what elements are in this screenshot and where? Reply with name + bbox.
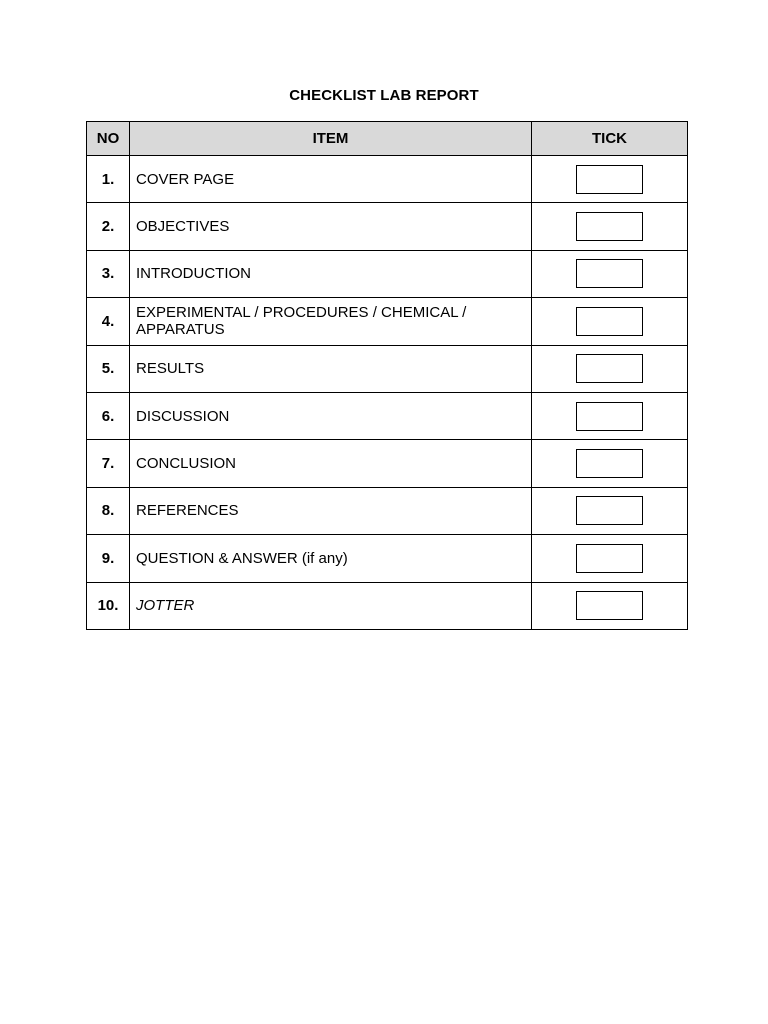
tick-checkbox[interactable]	[576, 307, 643, 336]
row-item-label: CONCLUSION	[136, 455, 237, 473]
header-row	[87, 122, 688, 156]
tick-cell	[532, 298, 688, 345]
table-row	[87, 392, 688, 439]
row-item	[130, 487, 532, 534]
row-item	[130, 250, 532, 297]
row-item	[130, 345, 532, 392]
row-item-label: DISCUSSION	[136, 407, 230, 425]
table-row	[87, 250, 688, 297]
tick-checkbox[interactable]	[576, 259, 643, 288]
row-number: 2.	[87, 203, 130, 250]
header-no: NO	[87, 122, 130, 156]
header-item: ITEM	[130, 122, 532, 156]
tick-cell	[532, 203, 688, 250]
row-number: 7.	[87, 440, 130, 487]
row-item	[130, 298, 532, 345]
row-item-label: RESULTS	[136, 360, 205, 378]
table-row	[87, 203, 688, 250]
tick-checkbox[interactable]	[576, 402, 643, 431]
tick-checkbox[interactable]	[576, 212, 643, 241]
page-title: CHECKLIST LAB REPORT	[289, 87, 479, 104]
row-item	[130, 440, 532, 487]
tick-checkbox[interactable]	[576, 165, 643, 194]
table-row	[87, 487, 688, 534]
row-number: 1.	[87, 156, 130, 203]
row-item	[130, 392, 532, 439]
row-item-label: COVER PAGE	[136, 170, 235, 188]
row-item-label: JOTTER	[136, 597, 195, 615]
row-number: 4.	[87, 298, 130, 345]
tick-cell	[532, 250, 688, 297]
table-row	[87, 156, 688, 203]
table-row	[87, 535, 688, 582]
table-row	[87, 298, 688, 345]
tick-checkbox[interactable]	[576, 354, 643, 383]
tick-cell	[532, 392, 688, 439]
tick-checkbox[interactable]	[576, 449, 643, 478]
tick-cell	[532, 582, 688, 629]
table-row	[87, 345, 688, 392]
row-number: 10.	[87, 582, 130, 629]
tick-cell	[532, 487, 688, 534]
row-item	[130, 156, 532, 203]
row-number: 8.	[87, 487, 130, 534]
row-item	[130, 582, 532, 629]
tick-checkbox[interactable]	[576, 544, 643, 573]
row-number: 5.	[87, 345, 130, 392]
row-number: 3.	[87, 250, 130, 297]
row-item	[130, 203, 532, 250]
tick-cell	[532, 440, 688, 487]
tick-checkbox[interactable]	[576, 496, 643, 525]
row-item-label: REFERENCES	[136, 502, 239, 520]
row-number: 6.	[87, 392, 130, 439]
tick-cell	[532, 156, 688, 203]
row-item-label: INTRODUCTION	[136, 265, 251, 283]
tick-checkbox[interactable]	[576, 591, 643, 620]
row-item-label: EXPERIMENTAL / PROCEDURES / CHEMICAL / APPARATUS	[136, 304, 467, 339]
header-tick: TICK	[532, 122, 688, 156]
row-item	[130, 535, 532, 582]
row-item-label: QUESTION & ANSWER (if any)	[136, 549, 348, 567]
table-row	[87, 440, 688, 487]
tick-cell	[532, 345, 688, 392]
table-row	[87, 582, 688, 629]
row-number: 9.	[87, 535, 130, 582]
tick-cell	[532, 535, 688, 582]
row-item-label: OBJECTIVES	[136, 218, 230, 236]
checklist-table	[86, 121, 688, 630]
